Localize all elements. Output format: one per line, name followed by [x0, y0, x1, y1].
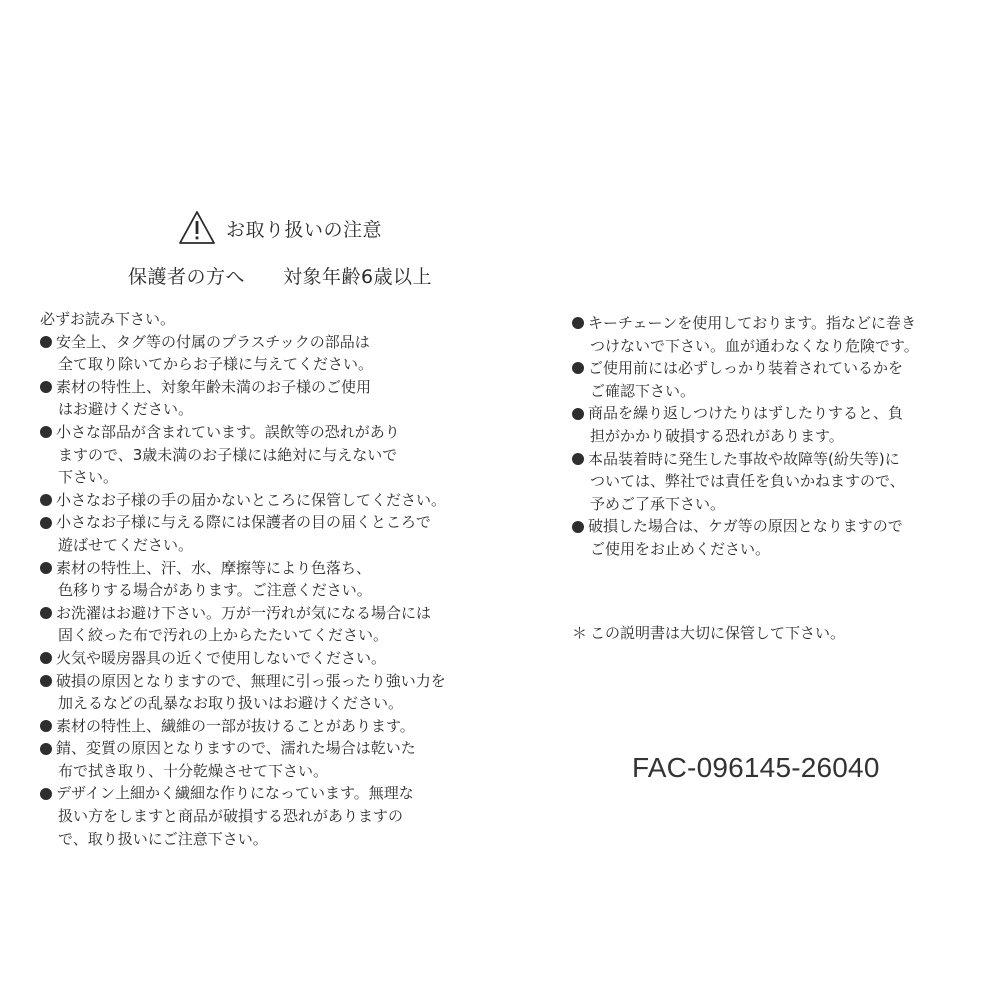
- bullet-dot-icon: [572, 357, 588, 380]
- list-item: [572, 402, 972, 447]
- bullet-dot-icon: [40, 421, 56, 444]
- list-item-line: ますので、3歳未満のお子様には絶対に与えないで: [58, 445, 398, 464]
- list-item-text: [56, 737, 416, 782]
- bullet-dot-icon: [40, 331, 56, 354]
- list-item-line: デザイン上細かく繊細な作りになっています。無理な: [56, 784, 414, 803]
- list-item-text: [588, 312, 919, 357]
- list-item-line: 遊ばせてください。: [58, 535, 194, 554]
- warning-triangle-icon: [178, 210, 216, 246]
- list-item-line: 担がかかり破損する恐れがあります。: [590, 426, 844, 445]
- list-item-line: キーチェーンを使用しております。指などに巻き: [588, 314, 917, 332]
- list-item-line: 全て取り除いてからお子様に与えてください。: [58, 355, 374, 374]
- list-item-line: ついては、弊社では責任を負いかねますので、: [590, 472, 905, 491]
- list-item-line: ご確認下さい。: [590, 381, 696, 400]
- audience-label: 保護者の方へ: [127, 266, 245, 288]
- list-item: [572, 357, 972, 402]
- list-item-text: [56, 376, 371, 421]
- list-item-text: [56, 557, 372, 602]
- list-item-line: お洗濯はお避け下さい。万が一汚れが気になる場合には: [56, 603, 432, 622]
- list-item-text: [588, 357, 903, 402]
- list-item: [40, 376, 480, 421]
- bullet-dot-icon: [40, 715, 56, 738]
- bullet-dot-icon: [572, 312, 588, 335]
- list-item-text: [588, 402, 903, 447]
- list-item: [40, 557, 480, 602]
- list-item-line: 色移りする場合があります。ご注意ください。: [58, 581, 372, 600]
- list-item-text: [588, 448, 905, 516]
- bullet-dot-icon: [40, 376, 56, 399]
- list-item-line: 布で拭き取り、十分乾燥させて下さい。: [58, 761, 329, 780]
- list-item-text: [56, 670, 446, 715]
- list-item-text: [588, 515, 903, 560]
- target-age-label: 対象年齢6歳以上: [282, 266, 433, 288]
- list-item: [40, 670, 480, 715]
- list-item-text: [56, 331, 373, 376]
- list-item-line: 素材の特性上、汗、水、摩擦等により色落ち、: [56, 558, 372, 577]
- list-item-line: 商品を繰り返しつけたりはずしたりすると、負: [588, 404, 904, 423]
- list-item: [40, 782, 480, 850]
- list-item-text: [56, 602, 431, 647]
- list-item-line: 予めご了承下さい。: [590, 494, 726, 513]
- list-item-text: [56, 647, 386, 670]
- asterisk-mark: ＊: [572, 624, 588, 642]
- list-item-line: 錆、変質の原因となりますので、濡れた場合は乾いた: [56, 739, 416, 758]
- left-item-list: [40, 331, 480, 851]
- list-item-line: 小さなお子様に与える際には保護者の目の届くところで: [56, 513, 431, 532]
- list-item-line: ご使用をお止めください。: [590, 539, 771, 558]
- list-item-text: [56, 782, 414, 850]
- list-item: [40, 737, 480, 782]
- bullet-dot-icon: [40, 647, 56, 670]
- list-item: [40, 647, 480, 670]
- bullet-dot-icon: [40, 489, 56, 512]
- list-item-text: [56, 511, 431, 556]
- list-item: [40, 331, 480, 376]
- title-row: [0, 206, 560, 250]
- list-item-line: 安全上、タグ等の付属のプラスチックの部品は: [56, 332, 370, 351]
- bullet-dot-icon: [40, 511, 56, 534]
- list-item-line: つけないで下さい。血が通わなくなり危険です。: [590, 336, 919, 355]
- bullet-dot-icon: [572, 448, 588, 471]
- header: [0, 206, 560, 289]
- list-item: [40, 511, 480, 556]
- bullet-dot-icon: [40, 557, 56, 580]
- list-item-line: 素材の特性上、繊維の一部が抜けることがあります。: [56, 716, 415, 735]
- list-item-line: 加えるなどの乱暴なお取り扱いはお避けください。: [58, 694, 404, 713]
- list-item: [40, 602, 480, 647]
- list-item-line: 小さなお子様の手の届かないところに保管してください。: [56, 490, 447, 509]
- bullet-dot-icon: [40, 782, 56, 805]
- right-column: [572, 312, 972, 561]
- list-item-line: はお避けください。: [58, 400, 194, 419]
- list-item-line: 固く絞った布で汚れの上からたたいてください。: [58, 626, 389, 645]
- list-item-line: 本品装着時に発生した事故や故障等(紛失等)に: [588, 449, 900, 468]
- list-item-line: 破損の原因となりますので、無理に引っ張ったり強い力を: [56, 671, 446, 690]
- list-item-text: [56, 421, 400, 489]
- list-item-line: 扱い方をしますと商品が破損する恐れがありますの: [58, 807, 404, 826]
- list-item: [572, 448, 972, 516]
- list-item-text: [56, 715, 415, 738]
- storage-note-text: この説明書は大切に保管して下さい。: [590, 624, 846, 642]
- list-item: [40, 421, 480, 489]
- list-item-text: [56, 489, 446, 512]
- list-item-line: 火気や暖房器具の近くで使用しないでください。: [56, 648, 387, 667]
- list-item: [40, 715, 480, 738]
- list-item-line: 下さい。: [58, 468, 119, 487]
- list-item-line: ご使用前には必ずしっかり装着されているかを: [588, 359, 904, 378]
- list-item-line: で、取り扱いにご注意下さい。: [58, 829, 268, 848]
- bullet-dot-icon: [40, 670, 56, 693]
- bullet-dot-icon: [572, 515, 588, 538]
- intro-text: 必ずお読み下さい。: [40, 310, 176, 328]
- left-column: [40, 308, 480, 850]
- page-title: お取り扱いの注意: [225, 218, 382, 241]
- storage-note: [572, 622, 845, 644]
- list-item: [572, 515, 972, 560]
- list-item: [572, 312, 972, 357]
- bullet-dot-icon: [572, 402, 588, 425]
- subtitle-row: [0, 262, 560, 289]
- product-code: FAC-096145-26040: [632, 752, 880, 783]
- list-item: [40, 489, 480, 512]
- bullet-dot-icon: [40, 737, 56, 760]
- list-item-line: 小さな部品が含まれています。誤飲等の恐れがあり: [56, 422, 400, 441]
- list-item-line: 破損した場合は、ケガ等の原因となりますので: [588, 517, 903, 536]
- bullet-dot-icon: [40, 602, 56, 625]
- right-item-list: [572, 312, 972, 561]
- list-item-line: 素材の特性上、対象年齢未満のお子様のご使用: [56, 377, 372, 396]
